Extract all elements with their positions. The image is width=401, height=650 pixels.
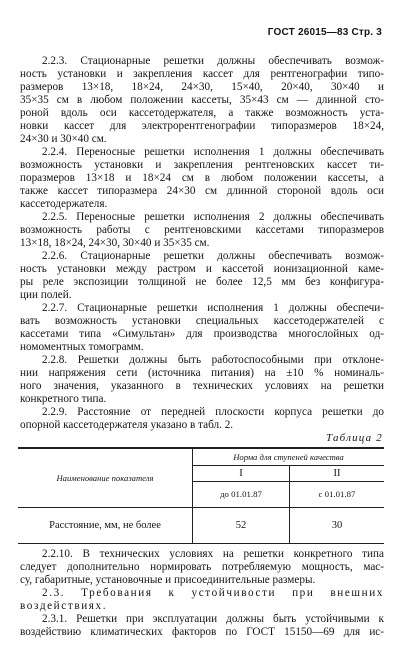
table-header-param: Наименование показателя — [18, 448, 193, 507]
table-caption: Таблица 2 — [326, 432, 383, 444]
text-line: опорной кассетодержателя указано в табл. 2. — [20, 419, 234, 431]
text-line: ры реле экспозиции толщиной не более 12,5 мм без конфигура- — [20, 276, 384, 288]
text-line: ного значения, указанного в технических условиях на решетки — [20, 380, 384, 392]
text-line: 2.2.6. Стационарные решетки должны обеспечивать возмож- — [42, 250, 384, 262]
text-line: воздействию климатических факторов по ГОСТ 15150—69 для ис- — [20, 626, 384, 638]
text-line: 2.2.8. Решетки должны быть работоспособными при отклоне- — [42, 354, 384, 366]
text-line: номоментных томограмм. — [20, 341, 144, 353]
text-line: 2.2.5. Переносные решетки исполнения 2 должны обеспечивать — [42, 211, 384, 223]
text-line: конкретного типа. — [20, 393, 107, 405]
text-line: су, габаритные, установочные и присоединительные размеры. — [20, 574, 316, 586]
table-header-grade-1: I — [193, 465, 290, 481]
text-line: новки кассет для электрорентгенографии типоразмеров 18×24, — [20, 120, 384, 132]
text-line: 35×35 см в любом положении кассеты, 35×43 см — длинной сто- — [20, 94, 384, 106]
text-line: 2.2.10. В технических условиях на решетки конкретного типа — [42, 548, 384, 560]
text-line: нии напряжения сети (источника питания) на ±10 % номиналь- — [20, 367, 384, 379]
text-line: также кассет типоразмера 24×30 см длинной стороной вдоль оси — [20, 185, 384, 197]
text-line: роной вдоль оси кассетодержателя, а также возможность уста- — [20, 107, 384, 119]
spec-table — [18, 447, 384, 544]
text-line: 2.3.1. Решетки при эксплуатации должны быть устойчивыми к — [42, 613, 384, 625]
table-header-date-2: с 01.01.87 — [290, 481, 385, 507]
text-line: размеров 13×18, 18×24, 24×30, 15×40, 20×40, 30×40 и — [20, 81, 384, 93]
text-line: поразмеров 13×18 и 18×24 см в любом положении кассеты, а — [20, 172, 384, 184]
text-line: 13×18, 18×24, 24×30, 30×40 и 35×35 см. — [20, 237, 210, 249]
text-line: кассетодержателя. — [20, 198, 108, 210]
text-line: возможность работы с рентгеновскими кассетами типоразмеров — [20, 224, 384, 236]
text-line: ции полей. — [20, 289, 72, 301]
text-line: ность установки между растром и кассетой ионизационной каме- — [20, 263, 384, 275]
text-line: ность установки и закрепления кассет для рентгенографии типо- — [20, 68, 384, 80]
text-line: 2.2.7. Стационарные решетки исполнения 1 должны обеспечи- — [42, 302, 384, 314]
text-line: вать возможность установки специальных кассетодержателей с — [20, 315, 384, 327]
running-header: ГОСТ 26015—83 Стр. 3 — [267, 27, 382, 38]
table-header-grade-2: II — [290, 465, 385, 481]
table-header-group: Норма для ступеней качества — [193, 448, 385, 465]
table-header-date-1: до 01.01.87 — [193, 481, 290, 507]
text-line: возможность установки и закрепления рентгеновских кассет ти- — [20, 159, 384, 171]
text-line: 2.2.9. Расстояние от передней плоскости корпуса решетки до — [42, 406, 384, 418]
text-line: 2.2.4. Переносные решетки исполнения 1 должны обеспечивать — [42, 146, 384, 158]
text-line: 2.2.3. Стационарные решетки должны обеспечивать возмож- — [42, 55, 384, 67]
table-cell-grade-2: 30 — [290, 507, 385, 543]
text-line: 24×30 и 30×40 см. — [20, 133, 107, 145]
text-line: кассетами типа «Симультан» для производства многослойных од- — [20, 328, 384, 340]
table-cell-grade-1: 52 — [193, 507, 290, 543]
text-line: следует дополнительно нормировать потребляемую мощность, мас- — [20, 561, 384, 573]
section-heading: воздействиях. — [20, 600, 108, 612]
section-heading: 2.3. Требования к устойчивости при внешних — [42, 587, 384, 599]
table-row-label: Расстояние, мм, не более — [18, 507, 193, 543]
